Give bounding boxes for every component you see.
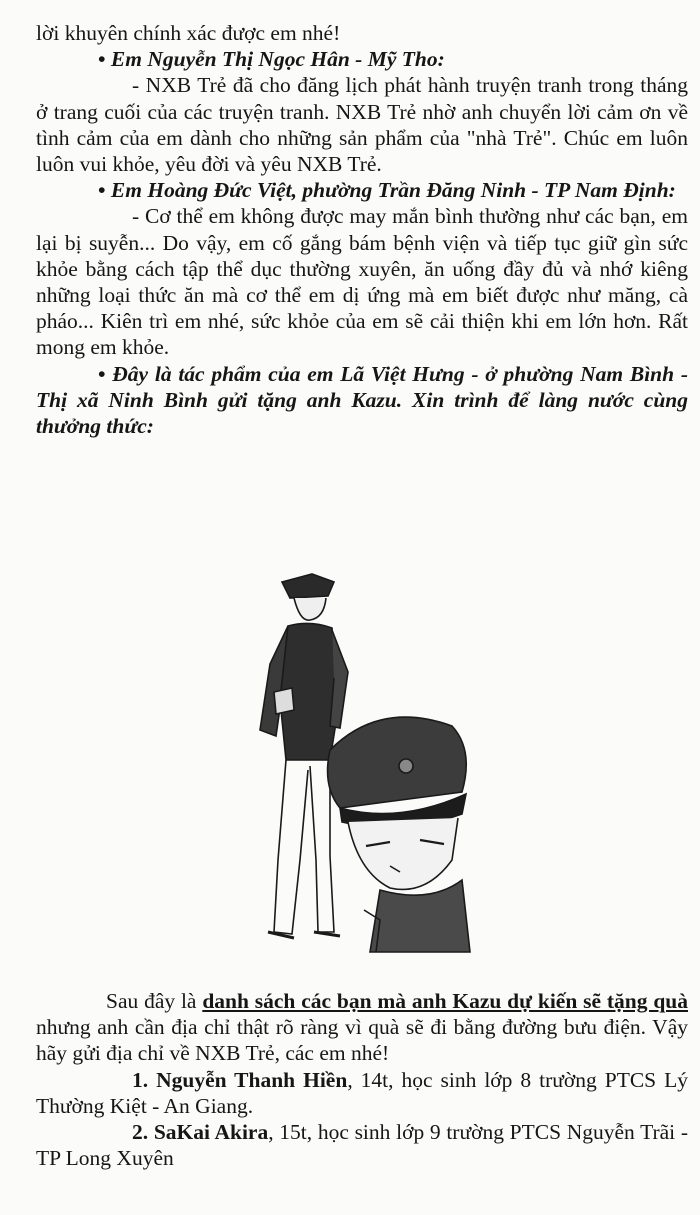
gift-list-intro: Sau đây là danh sách các bạn mà anh Kazu dự kiến sẽ tặng quà nhưng anh cần địa chỉ thật rõ ràng vì quà sẽ đi bằng đường bưu điện. Vậy hãy gửi địa chỉ về NXB Trẻ, các em nhé! [36,989,688,1066]
reply-heading-duc-viet: • Em Hoàng Đức Việt, phường Trần Đăng Ninh - TP Nam Định: [98,178,676,203]
reply-heading-ngoc-han: • Em Nguyễn Thị Ngọc Hân - Mỹ Tho: [98,47,445,72]
kazu-sketch-image [230,560,480,960]
winner-item-2: 2. SaKai Akira, 15t, học sinh lớp 9 trường PTCS Nguyễn Trãi - TP Long Xuyên [36,1120,689,1171]
gift-list-block [36,988,688,1171]
fan-artwork-illustration [230,560,480,960]
closing-line: lời khuyên chính xác được em nhé! [36,21,341,45]
reply-text-duc-viet: - Cơ thể em không được may mắn bình thường như các bạn, em lại bị suyễn... Do vậy, em cố gắng bám bệnh viện và tiếp tục giữ gìn sức khỏe bằng cách tập thể dục thường xuyên, ăn uống đầy đủ và nhớ kiêng những loại thức ăn mà cơ thể em dị ứng mà em biết được như măng, cà pháo... Kiên trì em nhé, sức khỏe của em sẽ cải thiện khi em lớn hơn. Rất mong em khỏe. [36,204,688,360]
winner-item-1: 1. Nguyễn Thanh Hiền, 14t, học sinh lớp 8 trường PTCS Lý Thường Kiệt - An Giang. [36,1067,688,1118]
reply-text-ngoc-han: - NXB Trẻ đã cho đăng lịch phát hành truyện tranh trong tháng ở trang cuối của các truyện tranh. NXB Trẻ nhờ anh chuyển lời cảm ơn về tình cảm của em dành cho những sản phẩm của "nhà Trẻ". Chúc em luôn luôn vui khỏe, yêu đời và yêu NXB Trẻ. [36,73,688,177]
artwork-caption: • Đây là tác phẩm của em Lã Việt Hưng - ở phường Nam Bình - Thị xã Ninh Bình gửi tặng anh Kazu. Xin trình để làng nước cùng thưởng thức: [36,361,688,439]
letter-replies-block [36,20,688,439]
gift-list-highlight: danh sách các bạn mà anh Kazu dự kiến sẽ tặng quà [202,989,688,1013]
